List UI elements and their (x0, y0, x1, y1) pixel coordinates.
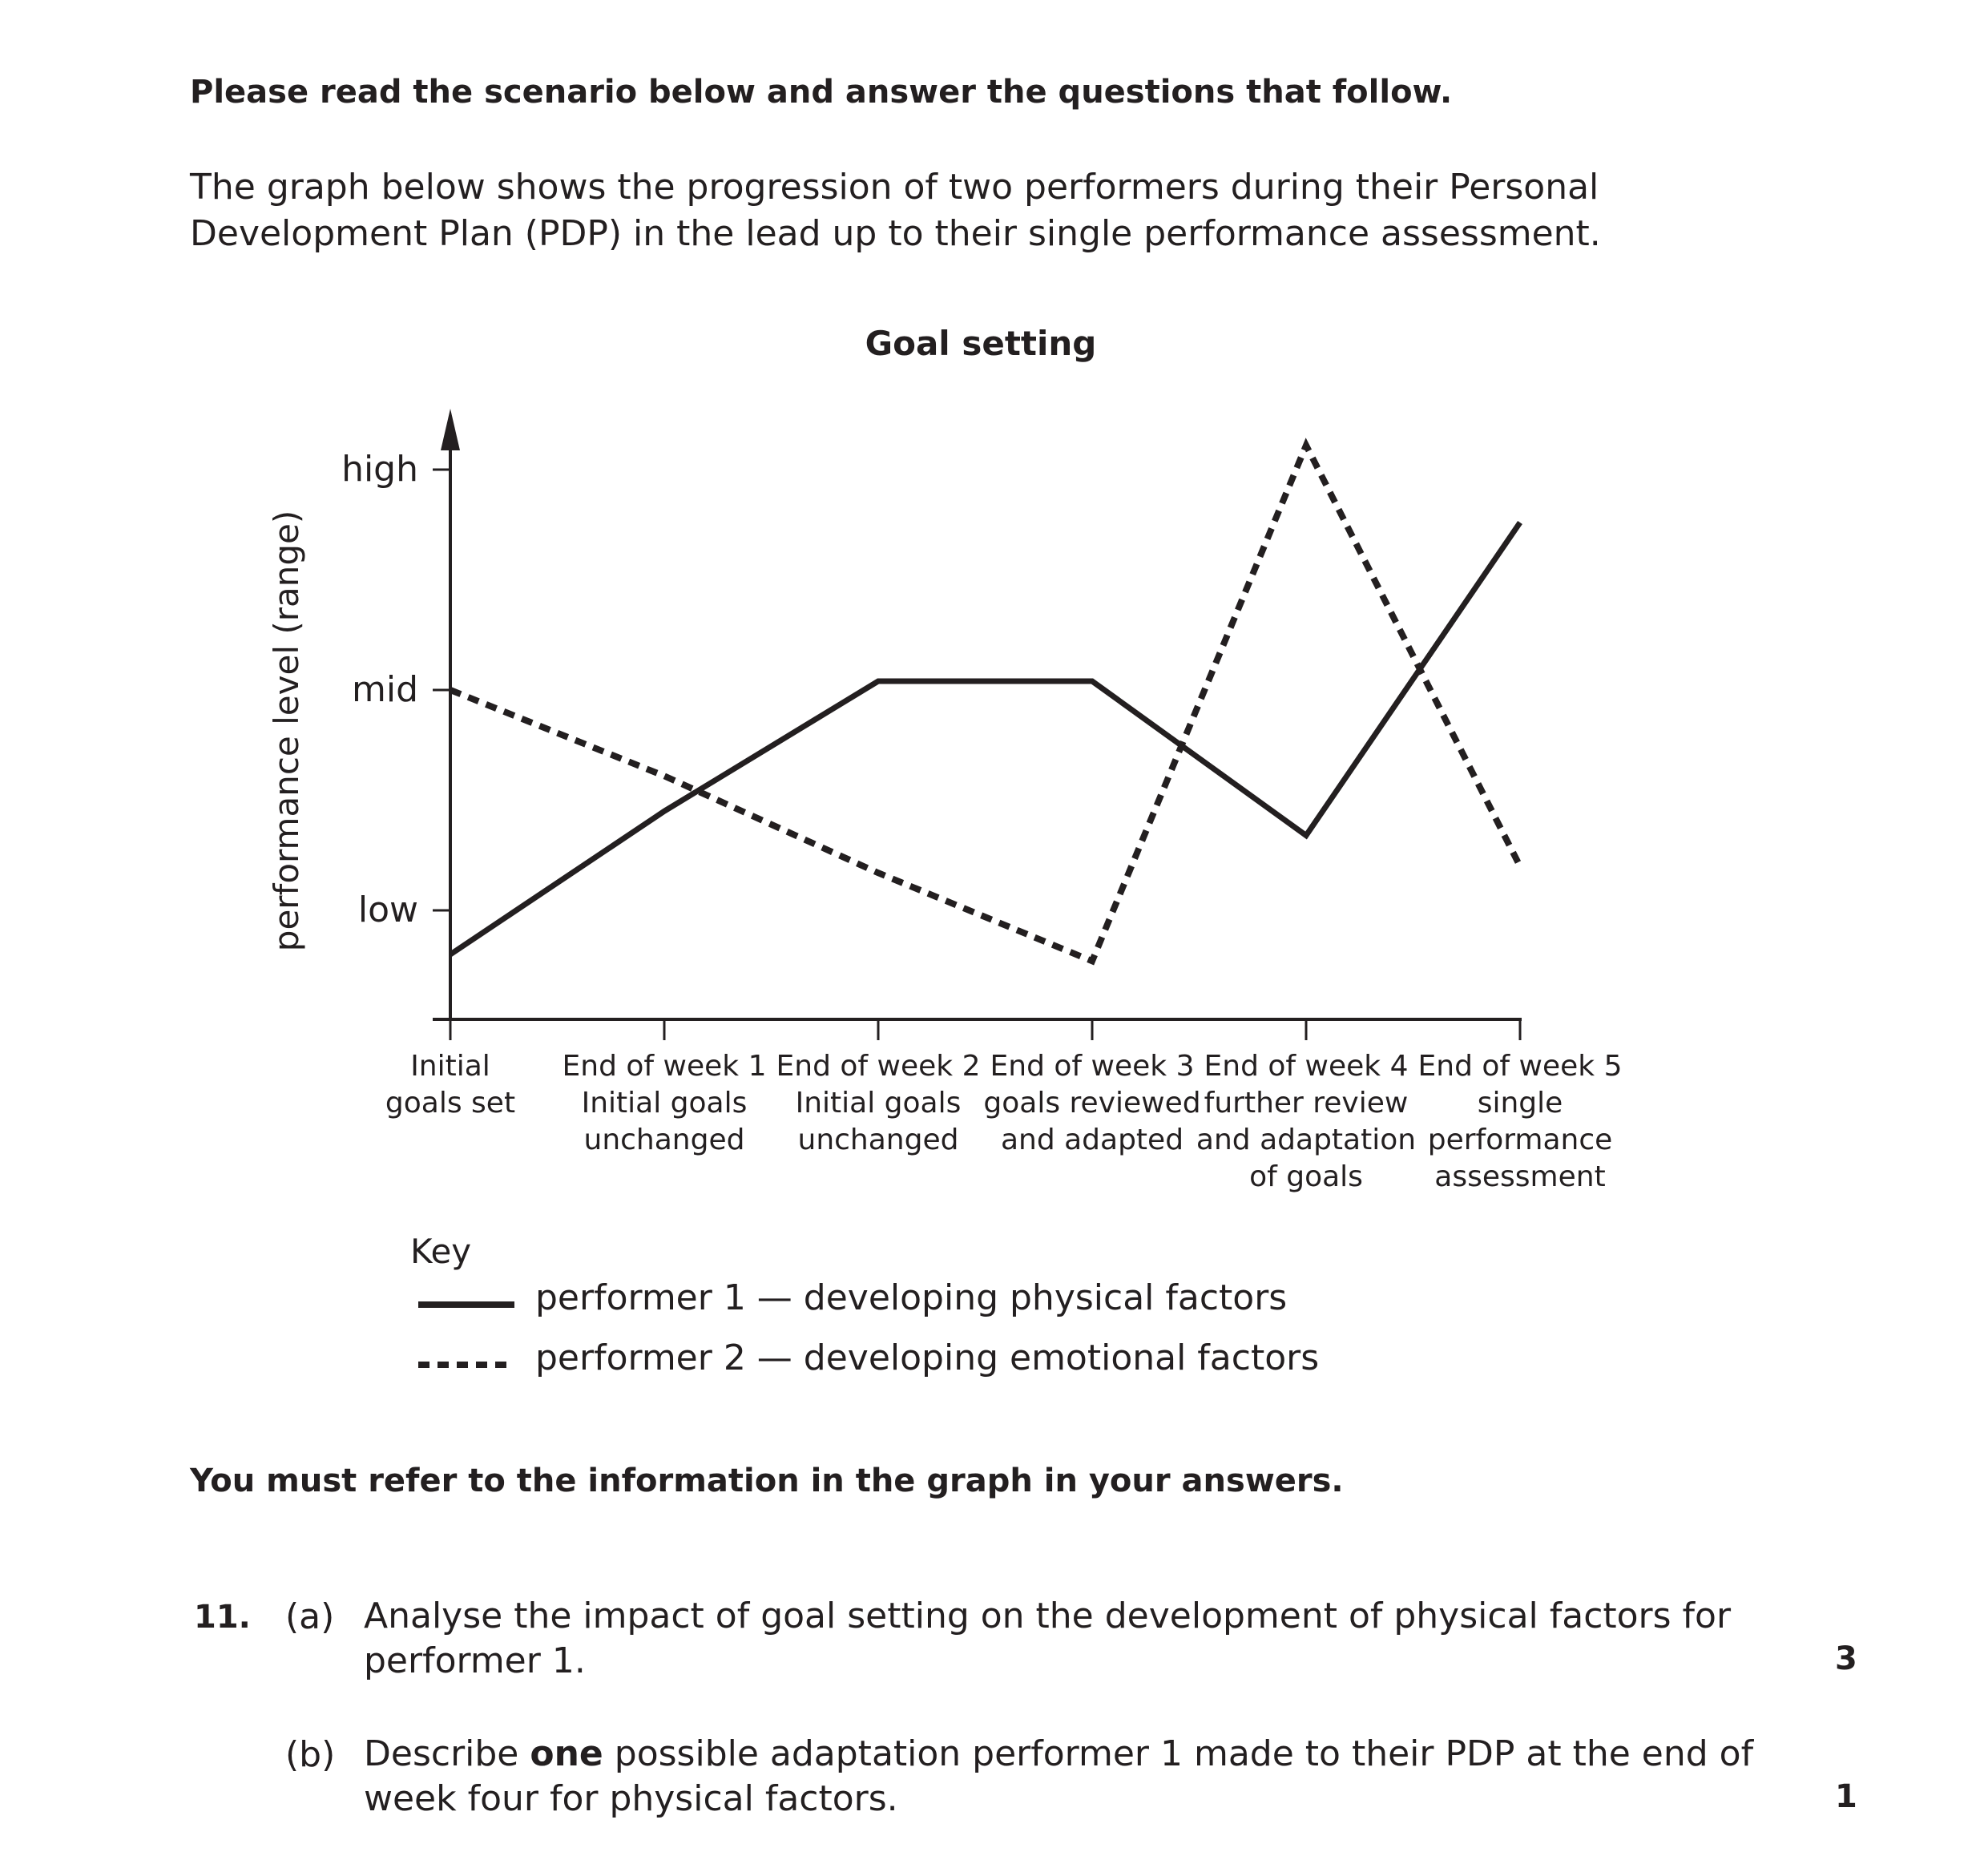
series-line-performer-2 (450, 446, 1520, 962)
x-tick-label-5 (1418, 1050, 1623, 1193)
x-tick-label-line: performance (1427, 1124, 1613, 1156)
answer-instruction: You must refer to the information in the graph in your answers. (190, 1463, 1344, 1499)
part-b-label: (b) (285, 1734, 336, 1775)
chart-axes (433, 409, 1522, 1019)
legend-label-performer-2: performer 2 — developing emotional factors (535, 1338, 1320, 1378)
y-tick-label-mid: mid (351, 669, 418, 710)
y-ticks (341, 449, 450, 930)
x-tick-label-1 (563, 1050, 767, 1156)
part-b-emphasis: one (530, 1733, 603, 1774)
x-tick-label-line: Initial goals (795, 1087, 962, 1120)
part-b-post: possible adaptation performer 1 made to their PDP at the end of (603, 1733, 1754, 1774)
x-tick-label-line: goals set (385, 1087, 516, 1120)
part-a-text (364, 1594, 1886, 1684)
x-tick-label-line: End of week 2 (776, 1050, 981, 1083)
x-tick-label-line: of goals (1249, 1160, 1363, 1193)
x-tick-label-line: and adaptation (1196, 1124, 1417, 1156)
part-b-text (364, 1732, 1886, 1822)
x-tick-label-line: and adapted (1000, 1124, 1184, 1156)
y-tick-label-low: low (357, 890, 418, 930)
y-tick-label-high: high (341, 449, 418, 490)
question-number: 11. (194, 1599, 251, 1636)
part-b-pre: Describe (364, 1733, 530, 1774)
x-tick-label-4 (1196, 1050, 1416, 1193)
description-line-2: Development Plan (PDP) in the lead up to their single performance assessment. (190, 213, 1601, 254)
chart-legend (410, 1232, 1319, 1378)
part-b-line-2: week four for physical factors. (364, 1778, 898, 1819)
y-axis-arrowhead (441, 409, 460, 450)
description-line-1: The graph below shows the progression of two performers during their Personal (190, 167, 1599, 208)
x-tick-label-3 (983, 1050, 1200, 1156)
x-tick-label-line: End of week 1 (562, 1050, 767, 1083)
x-tick-label-line: Initial goals (581, 1087, 748, 1120)
part-a-line-1: Analyse the impact of goal setting on the development of physical factors for (364, 1596, 1732, 1636)
y-axis-label: performance level (range) (267, 510, 306, 952)
scenario-instruction: Please read the scenario below and answer the questions that follow. (190, 74, 1453, 111)
part-a-label: (a) (285, 1596, 335, 1637)
part-b-marks: 1 (1835, 1778, 1857, 1815)
x-tick-label-line: assessment (1434, 1160, 1606, 1193)
part-b-line-1 (364, 1732, 1886, 1777)
x-tick-label-line: further review (1204, 1087, 1409, 1120)
x-tick-label-2 (776, 1050, 981, 1156)
x-tick-label-line: Initial (410, 1050, 490, 1083)
x-tick-label-0 (385, 1050, 515, 1120)
legend-label-performer-1: performer 1 — developing physical factors (535, 1277, 1288, 1318)
part-a-line-2: performer 1. (364, 1640, 586, 1681)
x-ticks (385, 1019, 1623, 1193)
x-tick-label-line: End of week 3 (990, 1050, 1195, 1083)
x-tick-label-line: unchanged (797, 1124, 959, 1156)
chart-series (450, 446, 1520, 962)
x-tick-label-line: End of week 5 (1417, 1050, 1623, 1083)
x-tick-label-line: End of week 4 (1204, 1050, 1409, 1083)
legend-title: Key (410, 1232, 472, 1271)
part-a-marks: 3 (1835, 1640, 1857, 1677)
x-tick-label-line: single (1477, 1087, 1563, 1120)
x-tick-label-line: unchanged (583, 1124, 745, 1156)
x-tick-label-line: goals reviewed (983, 1087, 1201, 1120)
chart-title: Goal setting (865, 324, 1097, 363)
series-line-performer-1 (450, 522, 1520, 954)
